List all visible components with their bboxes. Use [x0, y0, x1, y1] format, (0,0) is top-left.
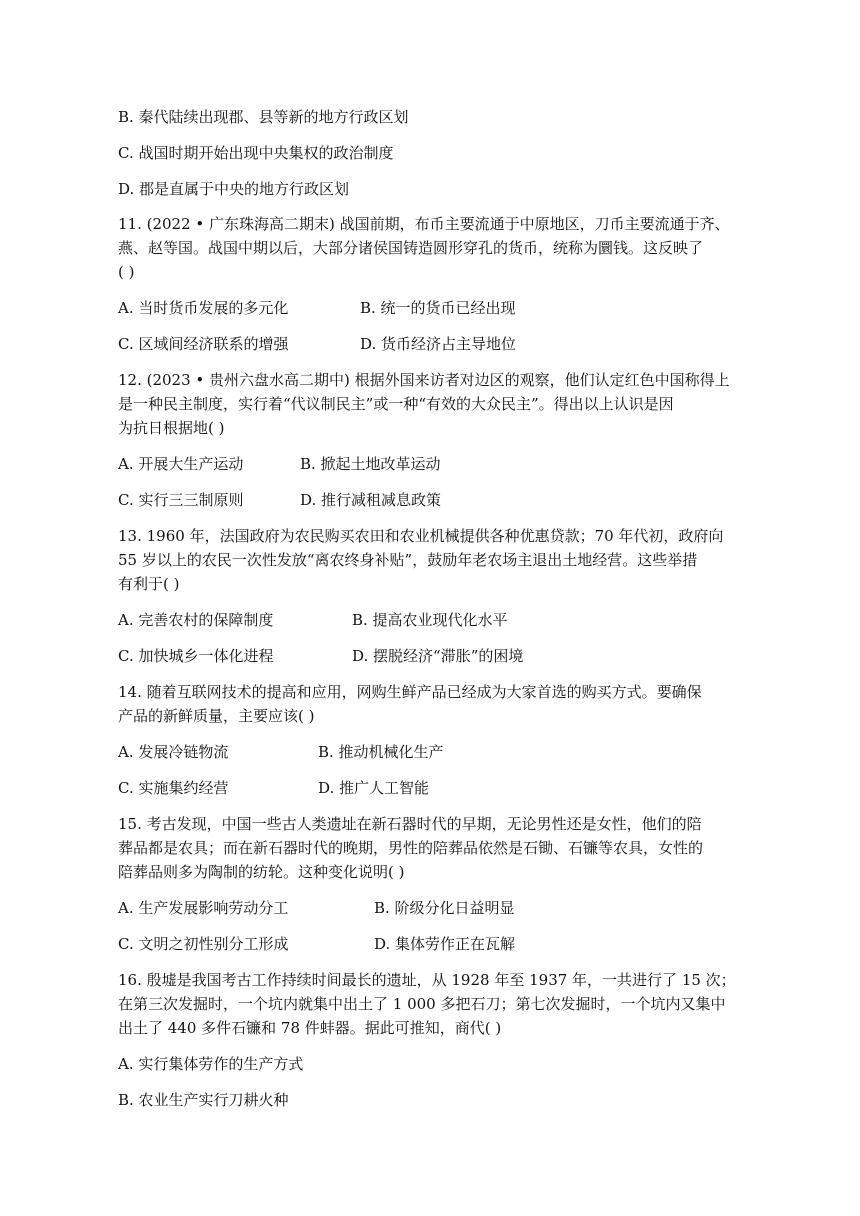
question-13-option-d: D. 摆脱经济“滞胀”的困境	[352, 647, 524, 665]
question-14-option-a: A. 发展冷链物流	[118, 743, 229, 761]
question-11-stem-line-3: ( )	[118, 263, 135, 281]
question-14-option-b: B. 推动机械化生产	[318, 743, 444, 761]
question-13-stem-line-1: 13. 1960 年，法国政府为农民购买农田和农业机械提供各种优惠贷款；70 年代初，政府向	[118, 527, 724, 545]
question-13-option-c: C. 加快城乡一体化进程	[118, 647, 274, 665]
question-12-stem-line-2: 是一种民主制度，实行着“代议制民主”或一种“有效的大众民主”。得出以上认识是因	[118, 395, 674, 413]
question-11-stem-line-2: 燕、赵等国。战国中期以后，大部分诸侯国铸造圆形穿孔的货币，统称为圜钱。这反映了	[118, 239, 704, 257]
question-12-option-c: C. 实行三三制原则	[118, 491, 244, 509]
question-15-stem-line-1: 15. 考古发现，中国一些古人类遗址在新石器时代的早期，无论男性还是女性，他们的陪	[118, 815, 702, 833]
question-13-option-a: A. 完善农村的保障制度	[118, 611, 274, 629]
question-12-option-d: D. 推行减租减息政策	[300, 491, 442, 509]
question-16-stem-line-2: 在第三次发掘时，一个坑内就集中出土了 1 000 多把石刀；第七次发掘时，一个坑内又集中	[118, 995, 726, 1013]
question-11-option-b: B. 统一的货币已经出现	[360, 299, 516, 317]
question-16-stem-line-3: 出土了 440 多件石镰和 78 件蚌器。据此可推知，商代( )	[118, 1019, 502, 1037]
option-d-prev: D. 郡是直属于中央的地方行政区划	[118, 180, 350, 198]
question-15-option-a: A. 生产发展影响劳动分工	[118, 899, 289, 917]
question-11-stem-line-1: 11. (2022 • 广东珠海高二期末) 战国前期，布币主要流通于中原地区，刀币主要流通于齐、	[118, 215, 730, 233]
question-14-stem-line-1: 14. 随着互联网技术的提高和应用，网购生鲜产品已经成为大家首选的购买方式。要确保	[118, 683, 702, 701]
question-15-stem-line-2: 葬品都是农具；而在新石器时代的晚期，男性的陪葬品依然是石锄、石镰等农具，女性的	[118, 839, 704, 857]
question-14-stem-line-2: 产品的新鲜质量，主要应该( )	[118, 707, 315, 725]
question-12-stem-line-3: 为抗日根据地( )	[118, 419, 225, 437]
question-14-option-d: D. 推广人工智能	[318, 779, 430, 797]
question-16-option-b: B. 农业生产实行刀耕火种	[118, 1091, 289, 1109]
question-15-option-d: D. 集体劳作正在瓦解	[374, 935, 516, 953]
question-12-option-b: B. 掀起土地改革运动	[300, 455, 441, 473]
question-13-option-b: B. 提高农业现代化水平	[352, 611, 508, 629]
question-15-stem-line-3: 陪葬品则多为陶制的纺轮。这种变化说明( )	[118, 863, 405, 881]
option-b-prev: B. 秦代陆续出现郡、县等新的地方行政区划	[118, 108, 409, 126]
question-11-option-d: D. 货币经济占主导地位	[360, 335, 517, 353]
question-15-option-b: B. 阶级分化日益明显	[374, 899, 515, 917]
question-13-stem-line-3: 有利于( )	[118, 575, 180, 593]
option-c-prev: C. 战国时期开始出现中央集权的政治制度	[118, 144, 394, 162]
question-12-option-a: A. 开展大生产运动	[118, 455, 244, 473]
question-16-option-a: A. 实行集体劳作的生产方式	[118, 1055, 304, 1073]
question-14-option-c: C. 实施集约经营	[118, 779, 229, 797]
question-15-option-c: C. 文明之初性别分工形成	[118, 935, 289, 953]
question-12-stem-line-1: 12. (2023 • 贵州六盘水高二期中) 根据外国来访者对边区的观察，他们认定红色中国称得上	[118, 371, 730, 389]
question-11-option-a: A. 当时货币发展的多元化	[118, 299, 289, 317]
question-13-stem-line-2: 55 岁以上的农民一次性发放“离农终身补贴”，鼓励年老农场主退出土地经营。这些举措	[118, 551, 698, 569]
question-11-option-c: C. 区域间经济联系的增强	[118, 335, 289, 353]
question-16-stem-line-1: 16. 殷墟是我国考古工作持续时间最长的遗址，从 1928 年至 1937 年，一共进行了 15 次；	[118, 971, 736, 989]
